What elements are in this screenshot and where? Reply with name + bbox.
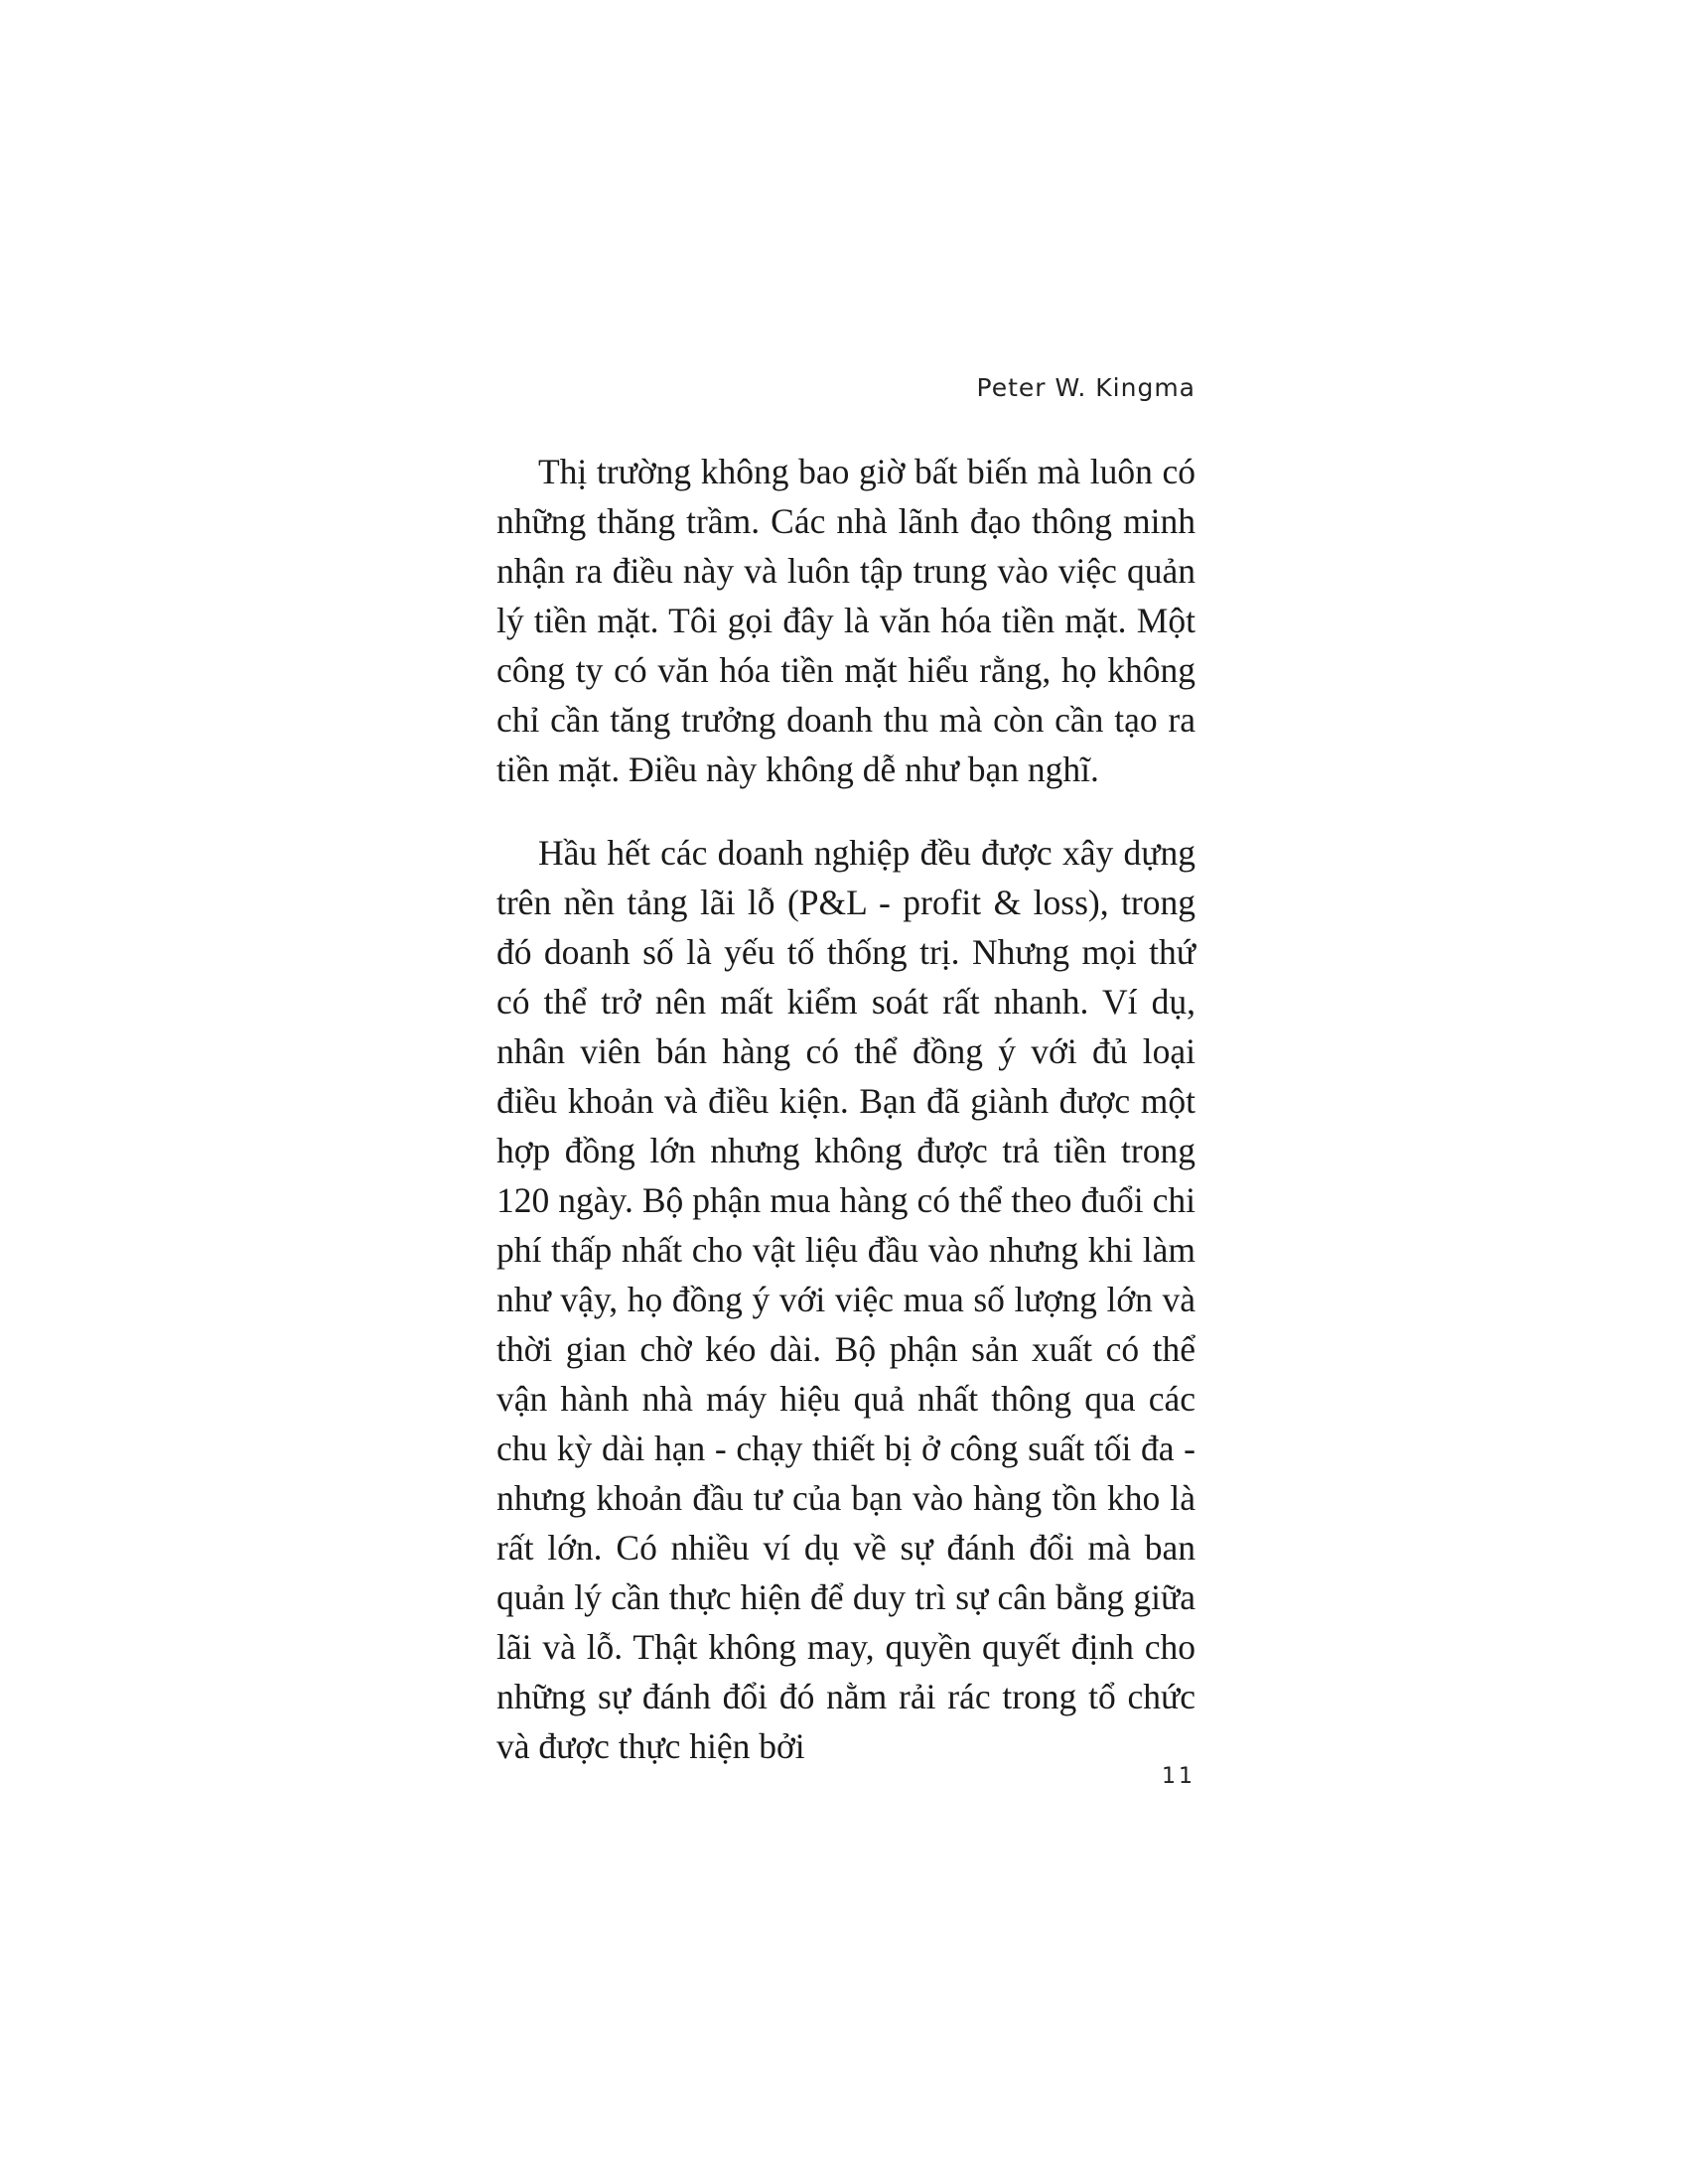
- page-number: 11: [1162, 1764, 1196, 1789]
- running-header-author: Peter W. Kingma: [976, 373, 1196, 402]
- paragraph-1: Thị trường không bao giờ bất biến mà luôn có những thăng trầm. Các nhà lãnh đạo thông minh nhận ra điều này và luôn tập trung vào việc quản lý tiền mặt. Tôi gọi đây là văn hóa tiền mặt. Một công ty có văn hóa tiền mặt hiểu rằng, họ không chỉ cần tăng trưởng doanh thu mà còn cần tạo ra tiền mặt. Điều này không dễ như bạn nghĩ.: [496, 452, 1196, 789]
- body-text: [496, 447, 1196, 1805]
- paragraph-2: Hầu hết các doanh nghiệp đều được xây dựng trên nền tảng lãi lỗ (P&L - profit & loss), trong đó doanh số là yếu tố thống trị. Nhưng mọi thứ có thể trở nên mất kiểm soát rất nhanh. Ví dụ, nhân viên bán hàng có thể đồng ý với đủ loại điều khoản và điều kiện. Bạn đã giành được một hợp đồng lớn nhưng không được trả tiền trong 120 ngày. Bộ phận mua hàng có thể theo đuổi chi phí thấp nhất cho vật liệu đầu vào nhưng khi làm như vậy, họ đồng ý với việc mua số lượng lớn và thời gian chờ kéo dài. Bộ phận sản xuất có thể vận hành nhà máy hiệu quả nhất thông qua các chu kỳ dài hạn - chạy thiết bị ở công suất tối đa - nhưng khoản đầu tư của bạn vào hàng tồn kho là rất lớn. Có nhiều ví dụ về sự đánh đổi mà ban quản lý cần thực hiện để duy trì sự cân bằng giữa lãi và lỗ. Thật không may, quyền quyết định cho những sự đánh đổi đó nằm rải rác trong tổ chức và được thực hiện bởi: [496, 833, 1196, 1766]
